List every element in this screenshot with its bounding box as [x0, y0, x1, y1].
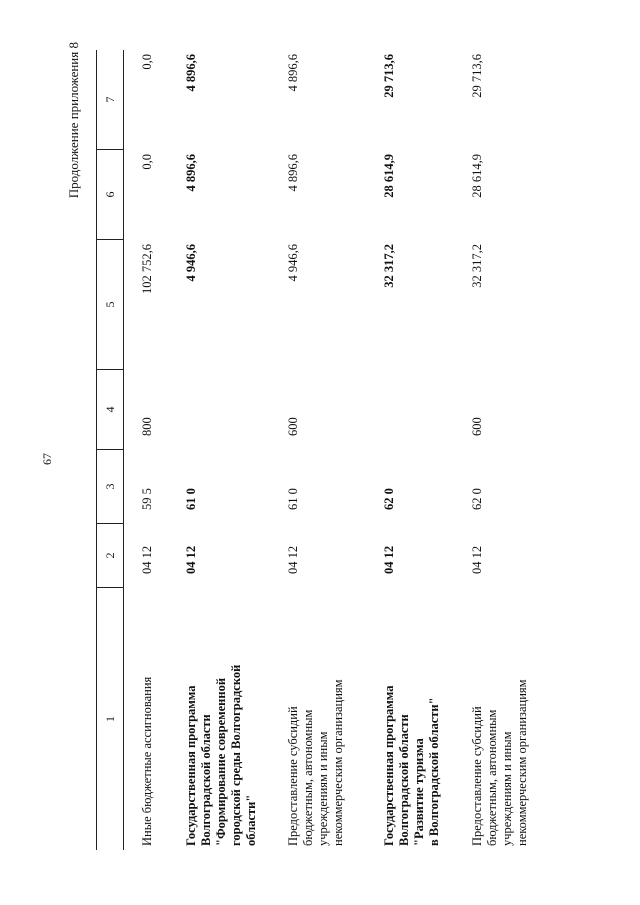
row-name: Государственная программа Волгоградской области "Развитие туризма в Волгоградской области" — [382, 685, 441, 846]
page-number: 67 — [40, 453, 54, 465]
row-name: Предоставление субсидий бюджетным, автономным учреждениям и иным некоммерческим организациям — [470, 679, 529, 846]
header-col-7: 7 — [97, 50, 123, 150]
table-row — [470, 50, 540, 850]
row-target: 61 0 — [286, 488, 300, 510]
table-header — [96, 50, 124, 850]
row-value-7: 29 713,6 — [382, 54, 396, 98]
table-row — [382, 50, 470, 850]
row-name: Государственная программа Волгоградской области "Формирование современной городской среды Волгоградской области" — [184, 664, 258, 846]
row-value-5: 4 946,6 — [184, 244, 198, 282]
row-target: 59 5 — [140, 488, 154, 510]
row-value-7: 0,0 — [140, 54, 154, 70]
row-expense-type: 600 — [286, 417, 300, 436]
row-target: 62 0 — [470, 488, 484, 510]
table-body — [140, 50, 540, 850]
row-section: 04 12 — [382, 545, 396, 574]
row-section: 04 12 — [140, 545, 154, 574]
table-row — [286, 50, 382, 850]
table-row — [140, 50, 184, 850]
row-value-6: 0,0 — [140, 154, 154, 170]
row-name: Иные бюджетные ассигнования — [140, 676, 154, 846]
row-section: 04 12 — [184, 545, 198, 574]
row-value-7: 4 896,6 — [184, 54, 198, 92]
row-expense-type: 600 — [470, 417, 484, 436]
row-value-5: 102 752,6 — [140, 244, 154, 294]
row-value-6: 4 896,6 — [286, 154, 300, 192]
row-expense-type — [184, 370, 286, 450]
row-value-5: 4 946,6 — [286, 244, 300, 282]
appendix-caption: Продолжение приложения 8 — [66, 42, 81, 199]
row-target: 61 0 — [184, 488, 198, 510]
header-col-5: 5 — [97, 240, 123, 370]
row-value-5: 32 317,2 — [382, 244, 396, 288]
table-row — [184, 50, 286, 850]
header-col-6: 6 — [97, 150, 123, 240]
row-value-6: 28 614,9 — [470, 154, 484, 198]
header-col-2: 2 — [97, 524, 123, 588]
row-expense-type: 800 — [140, 417, 154, 436]
row-section: 04 12 — [470, 545, 484, 574]
row-name: Предоставление субсидий бюджетным, автономным учреждениям и иным некоммерческим организациям — [286, 679, 345, 846]
row-value-7: 29 713,6 — [470, 54, 484, 98]
row-value-6: 4 896,6 — [184, 154, 198, 192]
row-value-5: 32 317,2 — [470, 244, 484, 288]
row-expense-type — [382, 370, 470, 450]
header-col-4: 4 — [97, 370, 123, 450]
header-col-3: 3 — [97, 450, 123, 524]
row-value-6: 28 614,9 — [382, 154, 396, 198]
row-value-7: 4 896,6 — [286, 54, 300, 92]
row-target: 62 0 — [382, 488, 396, 510]
header-col-1: 1 — [102, 716, 117, 722]
row-section: 04 12 — [286, 545, 300, 574]
